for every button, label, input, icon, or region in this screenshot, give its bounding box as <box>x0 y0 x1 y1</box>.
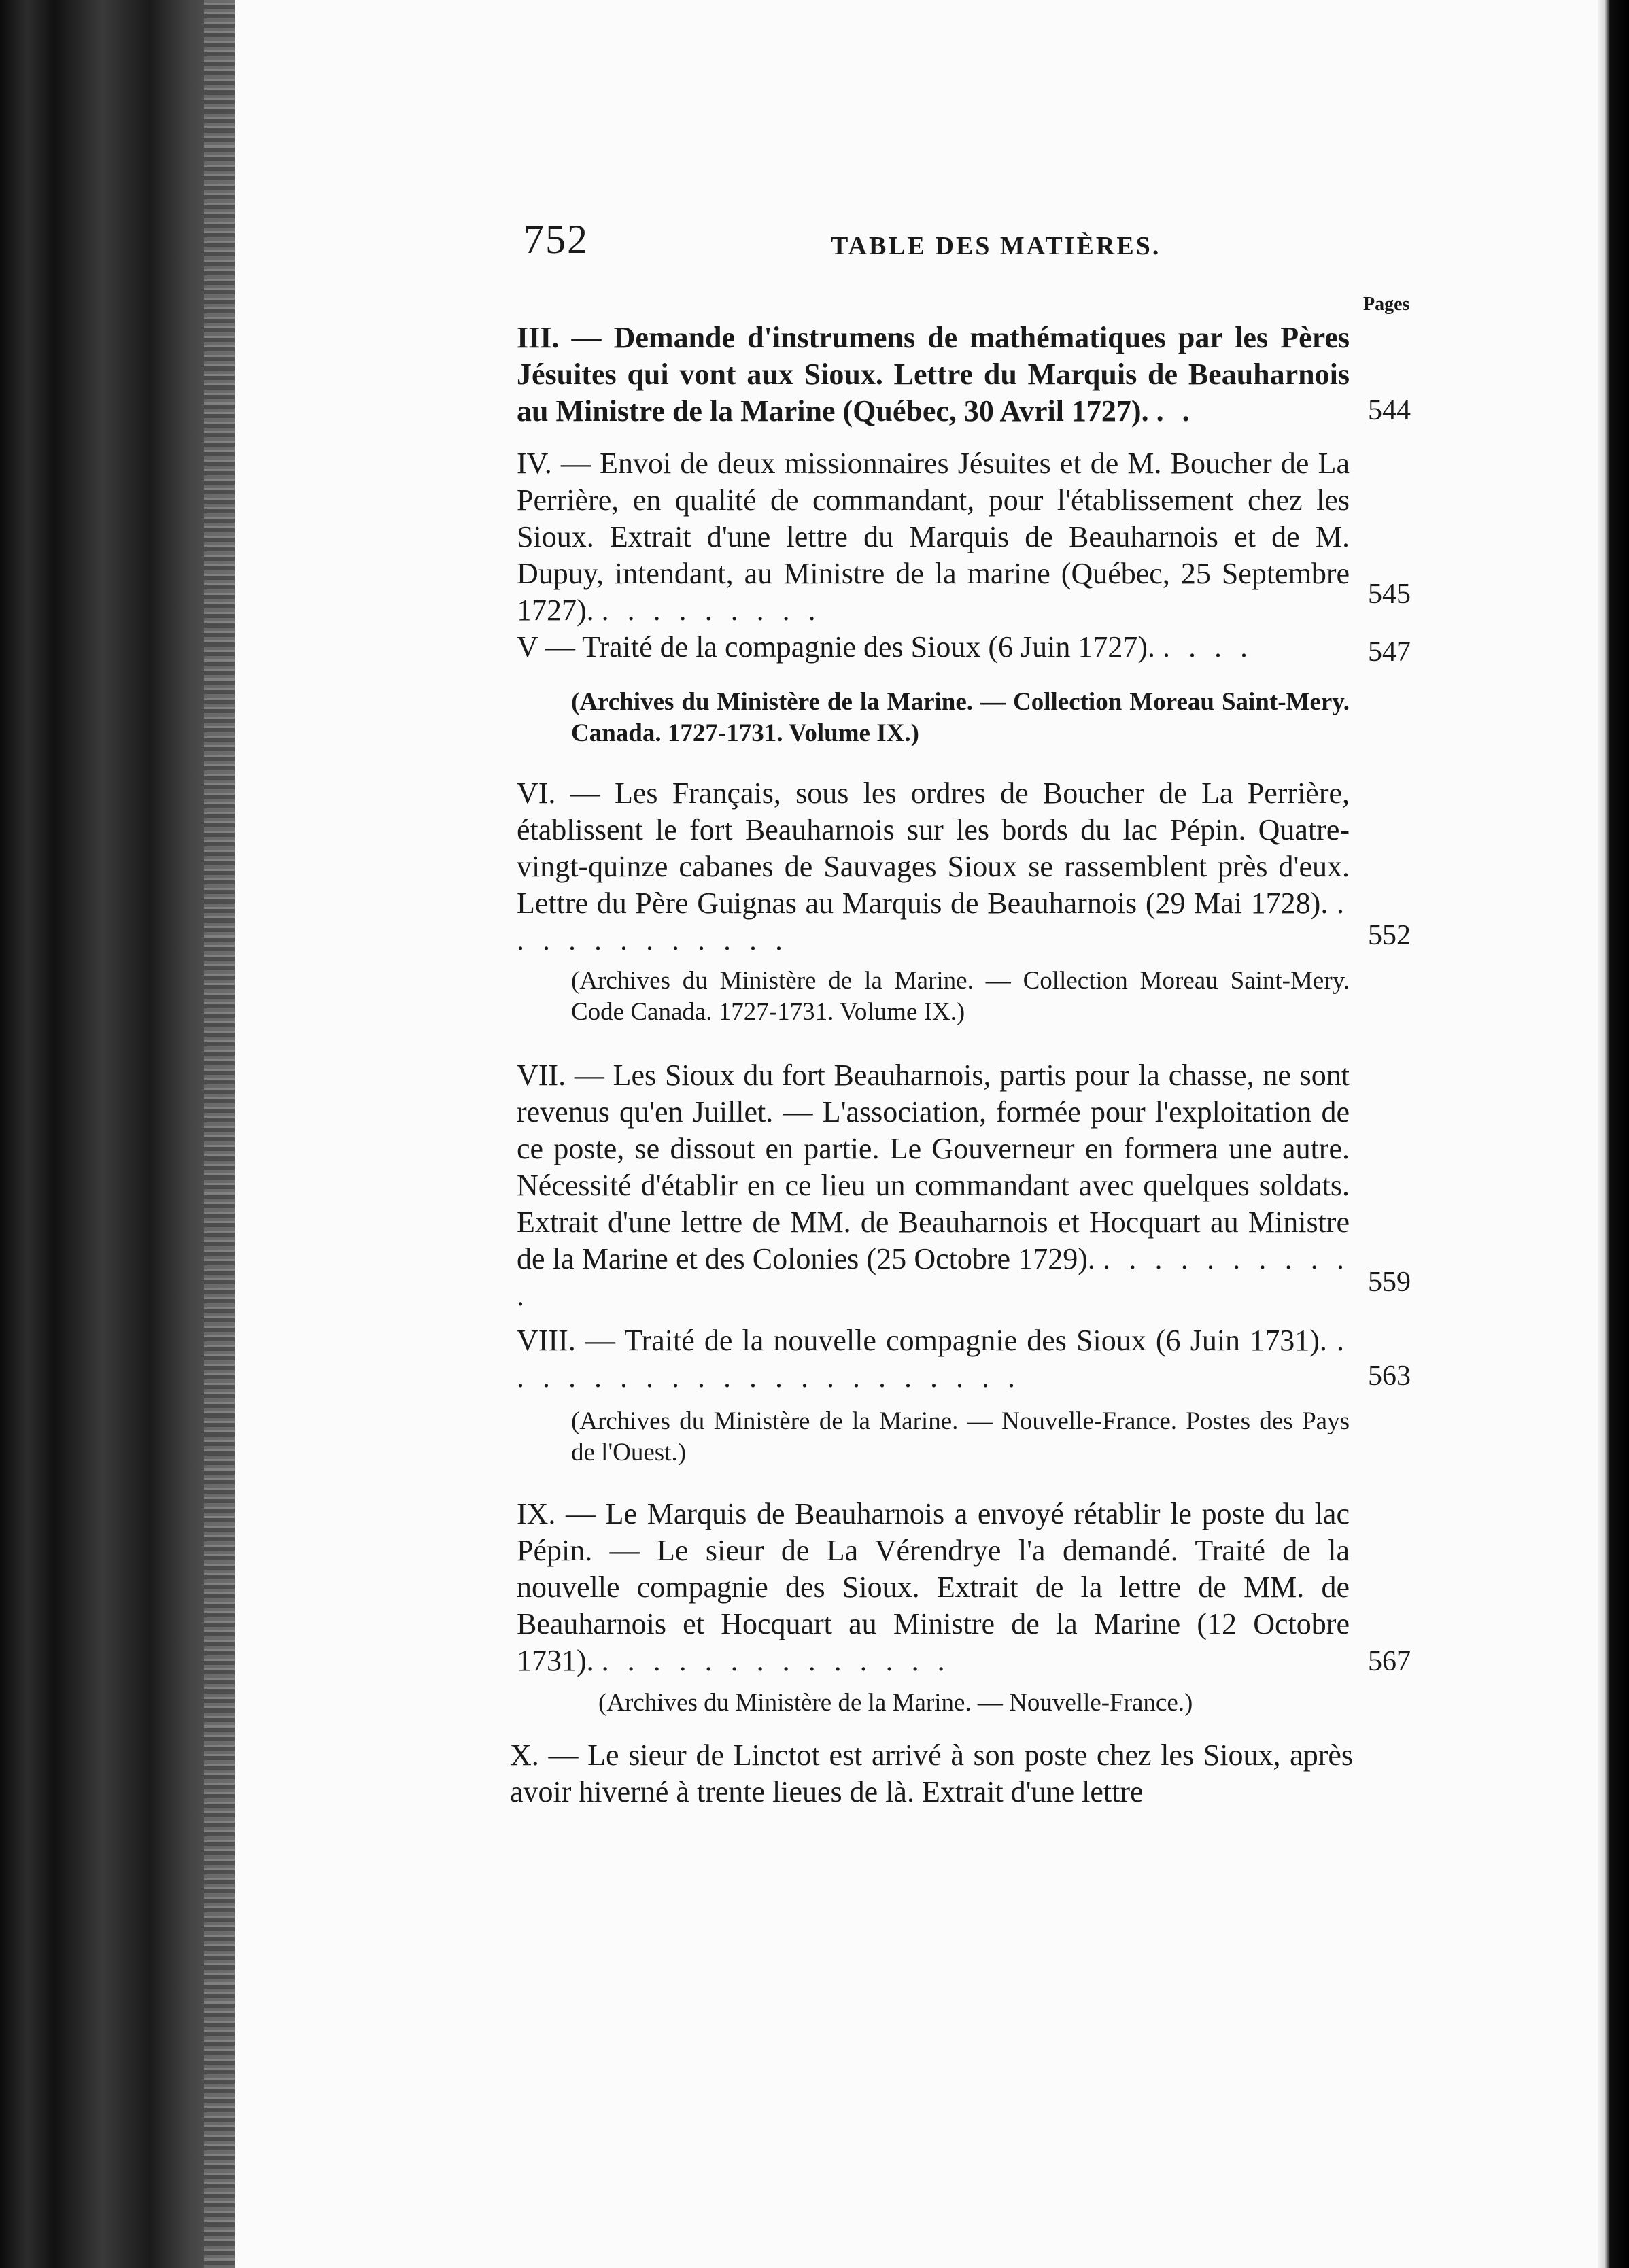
archive-note: (Archives du Ministère de la Marine. — Nouvelle-France.) <box>598 1689 1193 1717</box>
archive-note: (Archives du Ministère de la Marine. — Nouvelle-France. Postes des Pays de l'Ouest.) <box>571 1407 1350 1466</box>
leader-dots: . . . . . . . . . . . <box>517 1242 1350 1312</box>
entry-page-ref: 563 <box>1368 1360 1411 1392</box>
entry-page-ref: 544 <box>1368 395 1411 426</box>
toc-entry <box>517 320 1350 430</box>
archive-note: (Archives du Ministère de la Marine. — Collection Moreau Saint-Mery. Code Canada. 1727-1731. Volume IX.) <box>571 967 1350 1026</box>
page-right-edge <box>1598 0 1629 2268</box>
entry-text: IX. — Le Marquis de Beauharnois a envoyé rétablir le poste du lac Pépin. — Le sieur de La Vérendrye l'a demandé. Traité de la nouvelle compagnie des Sioux. Extrait de la lettre de MM. de Beauharnois et Hocquart au Ministre de la Marine (12 Octobre 1731). <box>517 1497 1350 1677</box>
toc-entry <box>517 775 1350 959</box>
toc-entry <box>510 1737 1353 1810</box>
book-gutter <box>0 0 235 2268</box>
entry-page-ref: 552 <box>1368 920 1411 951</box>
leader-dots: . . <box>1156 394 1195 428</box>
entry-page-ref: 559 <box>1368 1267 1411 1298</box>
pages-column-label: Pages <box>1363 294 1410 315</box>
entry-text: X. — Le sieur de Linctot est arrivé à son poste chez les Sioux, après avoir hiverné à trente lieues de là. Extrait d'une lettre <box>510 1738 1353 1808</box>
toc-entry <box>517 629 1350 666</box>
entry-text: IV. — Envoi de deux missionnaires Jésuites et de M. Boucher de La Perrière, en qualité de commandant, pour l'établissement chez les Sioux. Extrait d'une lettre du Marquis de Beauharnois et de M. Dupuy, intendant, au Ministre de la marine (Québec, 25 Septembre 1727). <box>517 447 1350 627</box>
leader-dots: . . . . <box>1163 630 1253 664</box>
toc-entry <box>517 1496 1350 1679</box>
entry-page-ref: 567 <box>1368 1646 1411 1677</box>
leader-dots: . . . . . . . . . <box>601 594 821 627</box>
entry-text: III. — Demande d'instrumens de mathématiques par les Pères Jésuites qui vont aux Sioux. Lettre du Marquis de Beauharnois au Ministre de la Marine (Québec, 30 Avril 1727). <box>517 321 1350 428</box>
toc-entry <box>517 1057 1350 1314</box>
running-head: TABLE DES MATIÈRES. <box>831 232 1161 260</box>
entry-text: V — Traité de la compagnie des Sioux (6 Juin 1727). <box>517 630 1155 664</box>
archive-note: (Archives du Ministère de la Marine. — Collection Moreau Saint-Mery. Canada. 1727-1731. Volume IX.) <box>571 688 1350 747</box>
toc-entry <box>517 1322 1350 1396</box>
toc-entry <box>517 445 1350 629</box>
leader-dots: . . . . . . . . . . . . . . . . . . . . . <box>517 1324 1350 1394</box>
page-edges <box>204 0 237 2268</box>
page-number: 752 <box>524 217 589 262</box>
entry-text: VII. — Les Sioux du fort Beauharnois, partis pour la chasse, ne sont revenus qu'en Juillet. — L'association, formée pour l'exploitation de ce poste, se dissout en partie. Le Gouverneur en formera une autre. Nécessité d'établir en ce lieu un commandant avec quelques soldats. Extrait d'une lettre de MM. de Beauharnois et Hocquart au Ministre de la Marine et des Colonies (25 Octobre 1729). <box>517 1059 1350 1275</box>
entry-text: VIII. — Traité de la nouvelle compagnie des Sioux (6 Juin 1731). <box>517 1324 1327 1357</box>
entry-page-ref: 545 <box>1368 579 1411 610</box>
leader-dots: . . . . . . . . . . . . . . <box>601 1644 950 1677</box>
entry-page-ref: 547 <box>1368 636 1411 668</box>
entry-text: VI. — Les Français, sous les ordres de Boucher de La Perrière, établissent le fort Beauharnois sur les bords du lac Pépin. Quatre-vingt-quinze cabanes de Sauvages Sioux se rassemblent près d'eux. Lettre du Père Guignas au Marquis de Beauharnois (29 Mai 1728). <box>517 776 1350 920</box>
leader-dots: . . . . . . . . . . . . <box>517 887 1350 957</box>
